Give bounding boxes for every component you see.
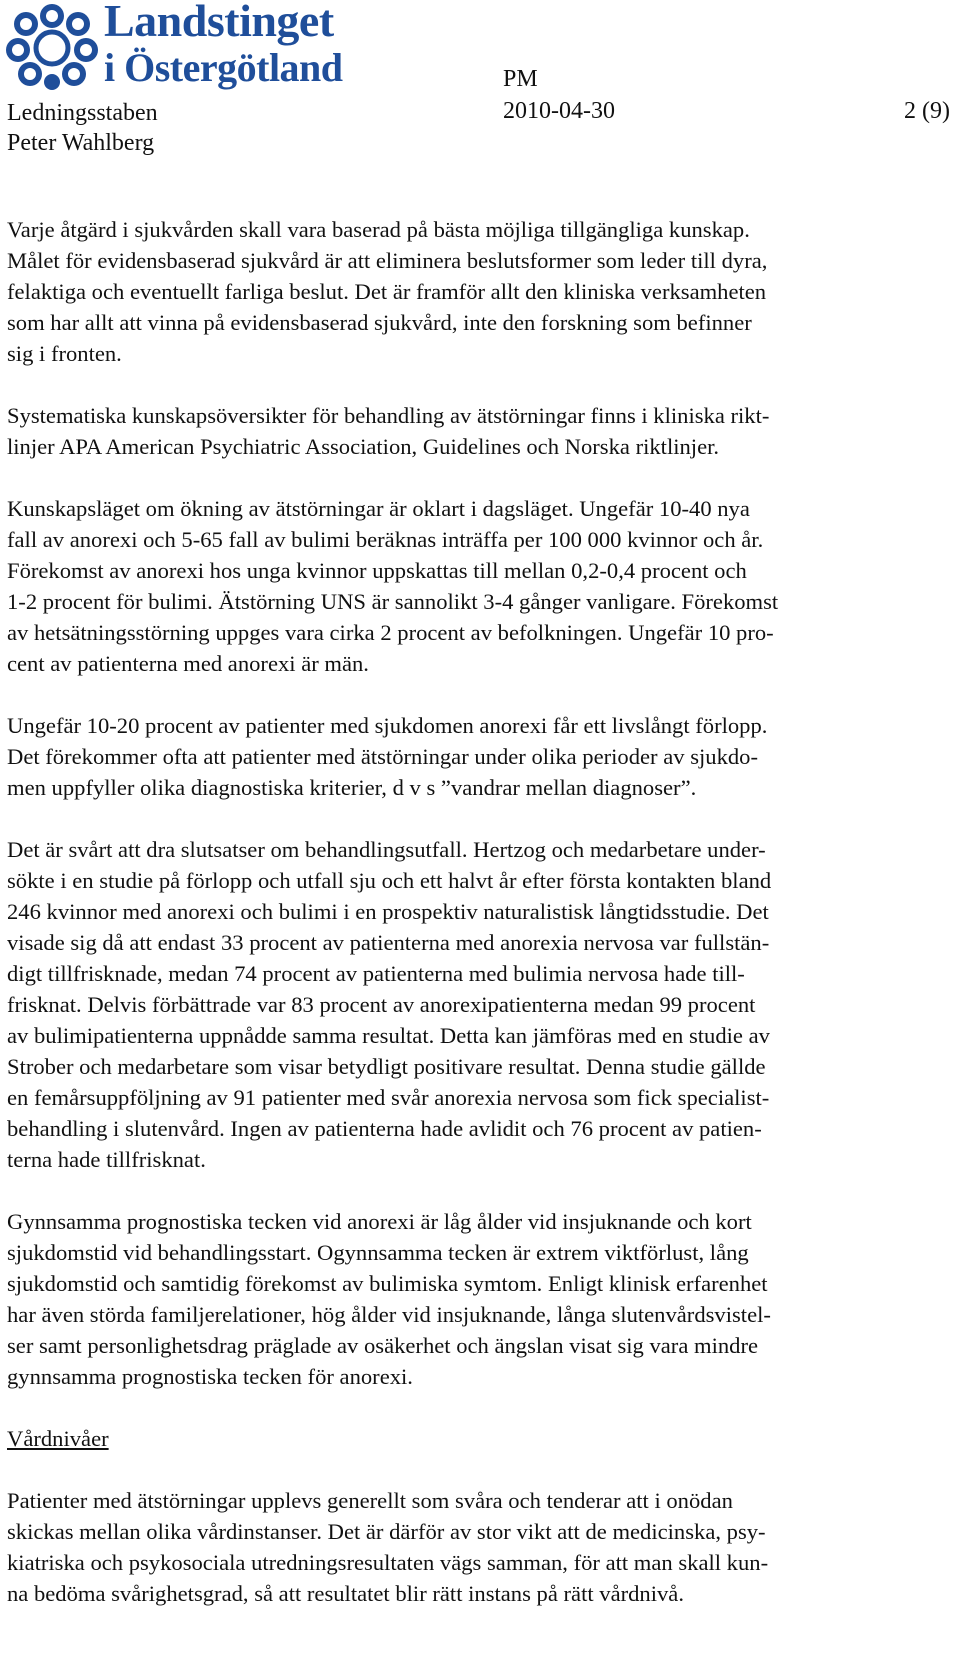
paragraph-7 bbox=[7, 1485, 952, 1609]
text-line: Förekomst av anorexi hos unga kvinnor uppskattas till mellan 0,2-0,4 procent och bbox=[7, 558, 747, 583]
text-line: frisknat. Delvis förbättrade var 83 procent av anorexipatienterna medan 99 procent bbox=[7, 992, 756, 1017]
text-line: kiatriska och psykosociala utredningsresultaten vägs samman, för att man skall kun- bbox=[7, 1550, 769, 1575]
paragraph-4 bbox=[7, 710, 952, 803]
paragraph-6 bbox=[7, 1206, 952, 1392]
text-line: digt tillfrisknade, medan 74 procent av patienterna med bulimia nervosa hade till- bbox=[7, 961, 745, 986]
text-line: Varje åtgärd i sjukvården skall vara baserad på bästa möjliga tillgängliga kunskap. bbox=[7, 217, 750, 242]
text-line: felaktiga och eventuellt farliga beslut. Det är framför allt den kliniska verksamheten bbox=[7, 279, 767, 304]
text-line: har även störda familjerelationer, hög ålder vid insjuknande, långa slutenvårdsvistel- bbox=[7, 1302, 771, 1327]
logo bbox=[4, 0, 364, 92]
text-line: terna hade tillfrisknat. bbox=[7, 1147, 206, 1172]
page-number: 2 (9) bbox=[904, 98, 950, 124]
text-line: skickas mellan olika vårdinstanser. Det är därför av stor vikt att de medicinska, psy- bbox=[7, 1519, 766, 1544]
text-line: Ungefär 10-20 procent av patienter med sjukdomen anorexi får ett livslångt förlopp. bbox=[7, 713, 768, 738]
text-line: Det är svårt att dra slutsatser om behandlingsutfall. Hertzog och medarbetare under- bbox=[7, 837, 766, 862]
text-line: men uppfyller olika diagnostiska kriterier, d v s ”vandrar mellan diagnoser”. bbox=[7, 775, 697, 800]
logo-text-line1: Landstinget bbox=[104, 0, 334, 46]
paragraph-2 bbox=[7, 400, 952, 462]
document-date: 2010-04-30 bbox=[503, 98, 615, 124]
text-line: Det förekommer ofta att patienter med ätstörningar under olika perioder av sjukdo- bbox=[7, 744, 758, 769]
text-line: Gynnsamma prognostiska tecken vid anorexi är låg ålder vid insjuknande och kort bbox=[7, 1209, 752, 1234]
text-line: 1-2 procent för bulimi. Ätstörning UNS är sannolikt 3-4 gånger vanligare. Förekomst bbox=[7, 589, 779, 614]
text-line: av hetsätningsstörning uppges vara cirka 2 procent av befolkningen. Ungefär 10 pro- bbox=[7, 620, 774, 645]
text-line: av bulimipatienterna uppnådde samma resultat. Detta kan jämföras med en studie av bbox=[7, 1023, 770, 1048]
text-line: Kunskapsläget om ökning av ätstörningar är oklart i dagsläget. Ungefär 10-40 nya bbox=[7, 496, 750, 521]
paragraph-1 bbox=[7, 214, 952, 369]
text-line: linjer APA American Psychiatric Association, Guidelines och Norska riktlinjer. bbox=[7, 434, 720, 459]
text-line: Strober och medarbetare som visar betydligt positivare resultat. Denna studie gällde bbox=[7, 1054, 766, 1079]
text-line: 246 kvinnor med anorexi och bulimi i en prospektiv naturalistisk långtidsstudie. Det bbox=[7, 899, 769, 924]
text-line: gynnsamma prognostiska tecken för anorexi. bbox=[7, 1364, 413, 1389]
text-line: Systematiska kunskapsöversikter för behandling av ätstörningar finns i kliniska rikt- bbox=[7, 403, 770, 428]
author: Peter Wahlberg bbox=[7, 130, 155, 156]
text-line: ser samt personlighetsdrag präglade av osäkerhet och ängslan visat sig vara mindre bbox=[7, 1333, 758, 1358]
text-line: sjukdomstid vid behandlingsstart. Ogynnsamma tecken är extrem viktförlust, lång bbox=[7, 1240, 749, 1265]
paragraph-3 bbox=[7, 493, 952, 679]
text-line: en femårsuppföljning av 91 patienter med svår anorexia nervosa som fick specialist- bbox=[7, 1085, 770, 1110]
header-left bbox=[7, 98, 158, 158]
text-line: sig i fronten. bbox=[7, 341, 122, 366]
document-body bbox=[7, 214, 952, 1609]
text-line: behandling i slutenvård. Ingen av patienterna hade avlidit och 76 procent av patien- bbox=[7, 1116, 762, 1141]
doc-type: PM bbox=[503, 66, 538, 92]
logo-text-line2: i Östergötland bbox=[104, 45, 343, 90]
text-line: cent av patienterna med anorexi är män. bbox=[7, 651, 369, 676]
text-line: sökte i en studie på förlopp och utfall sju och ett halvt år efter första kontakten bland bbox=[7, 868, 772, 893]
text-line: Patienter med ätstörningar upplevs generellt som svåra och tenderar att i onödan bbox=[7, 1488, 733, 1513]
text-line: na bedöma svårighetsgrad, så att resultatet blir rätt instans på rätt vårdnivå. bbox=[7, 1581, 684, 1606]
text-line: sjukdomstid och samtidig förekomst av bulimiska symtom. Enligt klinisk erfarenhet bbox=[7, 1271, 768, 1296]
text-line: som har allt att vinna på evidensbaserad sjukvård, inte den forskning som befinner bbox=[7, 310, 752, 335]
text-line: Målet för evidensbaserad sjukvård är att eliminera beslutsformer som leder till dyra, bbox=[7, 248, 768, 273]
text-line: visade sig då att endast 33 procent av patienterna med anorexia nervosa var fullstän- bbox=[7, 930, 770, 955]
crest-icon bbox=[4, 2, 100, 92]
section-heading: Vårdnivåer bbox=[7, 1426, 109, 1451]
paragraph-5 bbox=[7, 834, 952, 1175]
text-line: fall av anorexi och 5-65 fall av bulimi beräknas inträffa per 100 000 kvinnor och år. bbox=[7, 527, 764, 552]
department: Ledningsstaben bbox=[7, 100, 158, 126]
